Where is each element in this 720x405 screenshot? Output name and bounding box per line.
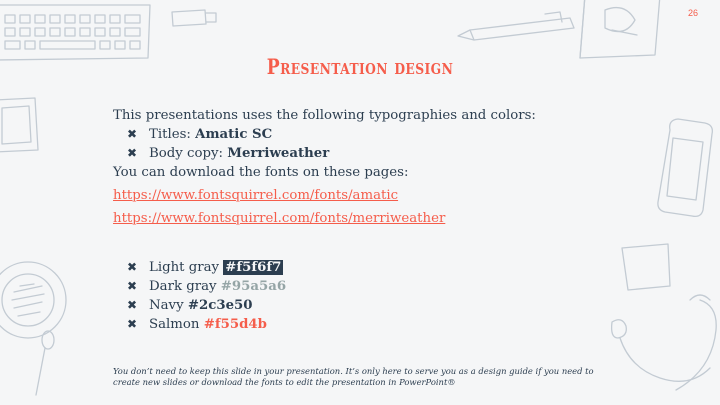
font-list [113,125,603,163]
color-code: #f5f6f7 [225,260,282,275]
font-value: Merriweather [227,146,330,161]
coffee-cup-icon [0,262,66,338]
cross-bullet-icon: ✖ [127,279,138,293]
cross-bullet-icon: ✖ [127,127,138,141]
intro-text: This presentations uses the following typographies and colors: [113,108,536,123]
notebook-icon [510,0,660,58]
cross-bullet-icon: ✖ [127,298,138,312]
design-guide-note: You don’t need to keep this slide in your presentation. It’s only here to serve you as a design guide if you need to create new slides or download the fonts to edit the presentation in PowerPoint® [113,366,594,387]
color-code: #95a5a6 [220,279,287,294]
slide-number: 26 [687,8,698,18]
list-item [113,125,603,144]
font-label: Titles: [149,127,196,142]
cross-bullet-icon: ✖ [127,146,138,160]
photo-frame-icon [0,98,38,152]
sticky-note-icon [622,244,670,290]
spoon-icon [36,331,54,395]
slide-content [113,106,603,334]
list-item [113,144,603,163]
font-value: Amatic SC [195,127,273,142]
smartphone-icon [658,119,712,216]
list-item [113,277,603,296]
cross-bullet-icon: ✖ [127,317,138,331]
cross-bullet-icon: ✖ [127,260,138,274]
color-label: Salmon [149,317,204,332]
slide-title: Presentation design [266,54,454,79]
keyboard-icon [0,5,150,60]
color-label: Light gray [149,260,224,275]
color-code: #2c3e50 [187,298,253,313]
amatic-font-link[interactable]: https://www.fontsquirrel.com/fonts/amatic [113,188,399,203]
color-code: #f55d4b [203,317,267,332]
download-text: You can download the fonts on these pages: [113,165,409,180]
color-label: Navy [149,298,188,313]
list-item [113,258,603,277]
color-label: Dark gray [149,279,221,294]
list-item [113,315,603,334]
color-list [113,258,603,334]
pen-icon [458,12,574,40]
font-label: Body copy: [149,146,228,161]
merriweather-font-link[interactable]: https://www.fontsquirrel.com/fonts/merriweather [113,211,446,226]
list-item [113,296,603,315]
earphones-icon [612,295,717,390]
usb-drive-icon [172,10,216,26]
